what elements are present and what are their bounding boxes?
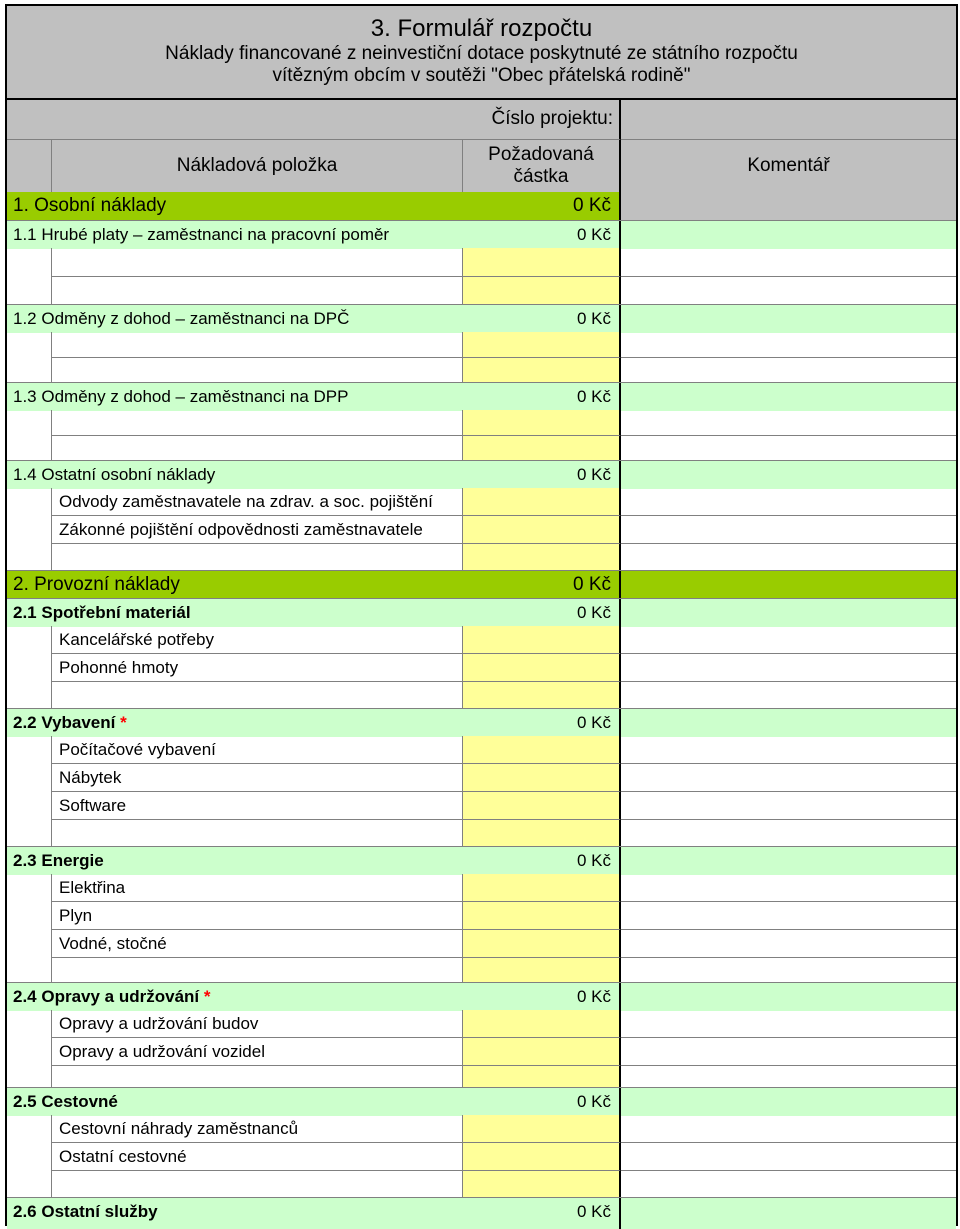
item-comment-input[interactable]	[621, 410, 956, 436]
subcategory-label: 2.5 Cestovné	[13, 1092, 118, 1111]
item-comment-input[interactable]	[621, 332, 956, 358]
item-comment-input[interactable]	[621, 764, 956, 792]
item-amount-input[interactable]	[462, 277, 621, 306]
item-comment-input[interactable]	[621, 792, 956, 820]
subcategory-amount: 0 Kč	[462, 1088, 621, 1116]
subcategory-amount: 0 Kč	[462, 847, 621, 875]
subcategory-amount: 0 Kč	[462, 221, 621, 249]
subcategory-label: 2.2 Vybavení	[13, 713, 116, 732]
item-amount-input[interactable]	[462, 654, 621, 682]
item-amount-input[interactable]	[462, 358, 621, 384]
budget-form-sheet	[5, 4, 958, 1226]
item-name-input[interactable]	[52, 277, 462, 306]
item-amount-input[interactable]	[462, 930, 621, 958]
item-name-input[interactable]	[52, 410, 462, 436]
subcategory-amount: 0 Kč	[462, 383, 621, 411]
item-label: Zákonné pojištění odpovědnosti zaměstnavatele	[52, 516, 462, 544]
item-comment-input[interactable]	[621, 277, 956, 306]
item-amount-input[interactable]	[462, 820, 621, 848]
required-asterisk: *	[203, 987, 211, 1006]
item-amount-input[interactable]	[462, 516, 621, 544]
item-label: Software	[52, 792, 462, 820]
item-comment-input[interactable]	[621, 248, 956, 277]
subcategory-amount: 0 Kč	[462, 461, 621, 489]
item-label: Cestovní náhrady zaměstnanců	[52, 1115, 462, 1143]
item-amount-input[interactable]	[462, 1115, 621, 1143]
subcategory-row-1-1	[7, 220, 956, 249]
subcategory-amount: 0 Kč	[462, 305, 621, 333]
subcategory-row-2-4	[7, 982, 956, 1011]
category-row-2	[7, 570, 956, 599]
item-amount-input[interactable]	[462, 410, 621, 436]
item-amount-input[interactable]	[462, 332, 621, 358]
category-label: 1. Osobní náklady	[13, 195, 167, 216]
item-amount-input[interactable]	[462, 488, 621, 516]
item-label: Opravy a udržování budov	[52, 1010, 462, 1038]
item-amount-input[interactable]	[462, 1038, 621, 1066]
header-amount-line2: částka	[513, 166, 569, 187]
item-comment-input[interactable]	[621, 654, 956, 682]
subcategory-row-2-3	[7, 846, 956, 875]
subcategory-label: 1.2 Odměny z dohod – zaměstnanci na DPČ	[13, 309, 350, 328]
item-amount-input[interactable]	[462, 1143, 621, 1171]
item-comment-input[interactable]	[621, 516, 956, 544]
item-label: Počítačové vybavení	[52, 736, 462, 764]
item-comment-input[interactable]	[621, 682, 956, 708]
item-comment-input[interactable]	[621, 1038, 956, 1066]
category-amount: 0 Kč	[462, 571, 621, 599]
item-name-input[interactable]	[52, 436, 462, 462]
item-label: Vodné, stočné	[52, 930, 462, 958]
item-amount-input[interactable]	[462, 764, 621, 792]
category-label: 2. Provozní náklady	[13, 574, 180, 595]
item-comment-input[interactable]	[621, 820, 956, 848]
item-comment-input[interactable]	[621, 544, 956, 572]
header-amount	[462, 140, 621, 192]
subcategory-label-wrap	[7, 709, 462, 737]
item-comment-input[interactable]	[621, 1171, 956, 1198]
item-amount-input[interactable]	[462, 902, 621, 930]
item-label: Odvody zaměstnavatele na zdrav. a soc. pojištění	[52, 488, 462, 516]
item-comment-input[interactable]	[621, 488, 956, 516]
item-name-input[interactable]	[52, 544, 462, 572]
column-header-row	[7, 140, 956, 192]
category-amount: 0 Kč	[462, 192, 621, 220]
form-subtitle-line2: vítězným obcím v soutěži "Obec přátelská rodině"	[272, 65, 691, 86]
subcategory-label-wrap	[7, 983, 462, 1011]
form-subtitle-line1: Náklady financované z neinvestiční dotace poskytnuté ze státního rozpočtu	[165, 43, 798, 64]
item-amount-input[interactable]	[462, 736, 621, 764]
item-comment-input[interactable]	[621, 1115, 956, 1143]
item-label: Kancelářské potřeby	[52, 626, 462, 654]
header-item: Nákladová položka	[176, 155, 338, 176]
project-number-row	[7, 100, 956, 140]
subcategory-label: 1.3 Odměny z dohod – zaměstnanci na DPP	[13, 387, 349, 406]
item-name-input[interactable]	[52, 248, 462, 277]
item-label: Elektřina	[52, 874, 462, 902]
item-name-input[interactable]	[52, 1171, 462, 1198]
subcategory-row-2-5	[7, 1087, 956, 1116]
required-asterisk: *	[120, 713, 127, 732]
item-name-input[interactable]	[52, 358, 462, 384]
subcategory-row-2-6	[7, 1197, 956, 1229]
item-amount-input[interactable]	[462, 1171, 621, 1198]
subcategory-amount: 0 Kč	[462, 1198, 621, 1229]
subcategory-label: 2.4 Opravy a udržování	[13, 987, 200, 1006]
item-amount-input[interactable]	[462, 436, 621, 462]
form-title-block	[7, 6, 956, 100]
header-amount-line1: Požadovaná	[488, 144, 594, 165]
item-name-input[interactable]	[52, 332, 462, 358]
item-name-input[interactable]	[52, 682, 462, 708]
subcategory-label: 2.3 Energie	[13, 851, 104, 870]
subcategory-row-1-4	[7, 460, 956, 489]
item-comment-input[interactable]	[621, 874, 956, 902]
item-comment-input[interactable]	[621, 930, 956, 958]
item-comment-input[interactable]	[621, 958, 956, 984]
item-amount-input[interactable]	[462, 248, 621, 277]
item-label: Ostatní cestovné	[52, 1143, 462, 1171]
item-comment-input[interactable]	[621, 1143, 956, 1171]
subcategory-row-1-3	[7, 382, 956, 411]
item-label: Opravy a udržování vozidel	[52, 1038, 462, 1066]
subcategory-amount: 0 Kč	[462, 709, 621, 737]
item-amount-input[interactable]	[462, 626, 621, 654]
item-name-input[interactable]	[52, 820, 462, 848]
subcategory-row-2-2	[7, 708, 956, 737]
subcategory-label: 1.4 Ostatní osobní náklady	[13, 465, 216, 484]
item-amount-input[interactable]	[462, 682, 621, 708]
item-name-input[interactable]	[52, 958, 462, 984]
subcategory-row-1-2	[7, 304, 956, 333]
subcategory-label: 2.1 Spotřební materiál	[13, 603, 191, 622]
project-number-label: Číslo projektu:	[491, 108, 613, 129]
item-comment-input[interactable]	[621, 1010, 956, 1038]
item-label: Nábytek	[52, 764, 462, 792]
subcategory-row-2-1	[7, 598, 956, 627]
project-number-label-cell	[7, 100, 621, 140]
project-number-field[interactable]	[621, 100, 956, 140]
subcategory-label: 2.6 Ostatní služby	[13, 1202, 158, 1221]
item-comment-input[interactable]	[621, 436, 956, 462]
item-amount-input[interactable]	[462, 1010, 621, 1038]
subcategory-amount: 0 Kč	[462, 983, 621, 1011]
item-comment-input[interactable]	[621, 626, 956, 654]
item-label: Plyn	[52, 902, 462, 930]
header-comment: Komentář	[621, 140, 956, 220]
subcategory-amount: 0 Kč	[462, 599, 621, 627]
item-amount-input[interactable]	[462, 958, 621, 984]
item-amount-input[interactable]	[462, 544, 621, 572]
item-comment-input[interactable]	[621, 358, 956, 384]
subcategory-label: 1.1 Hrubé platy – zaměstnanci na pracovní poměr	[13, 225, 390, 244]
item-amount-input[interactable]	[462, 792, 621, 820]
item-label: Pohonné hmoty	[52, 654, 462, 682]
item-amount-input[interactable]	[462, 874, 621, 902]
item-comment-input[interactable]	[621, 736, 956, 764]
item-comment-input[interactable]	[621, 902, 956, 930]
form-title: 3. Formulář rozpočtu	[370, 15, 593, 42]
